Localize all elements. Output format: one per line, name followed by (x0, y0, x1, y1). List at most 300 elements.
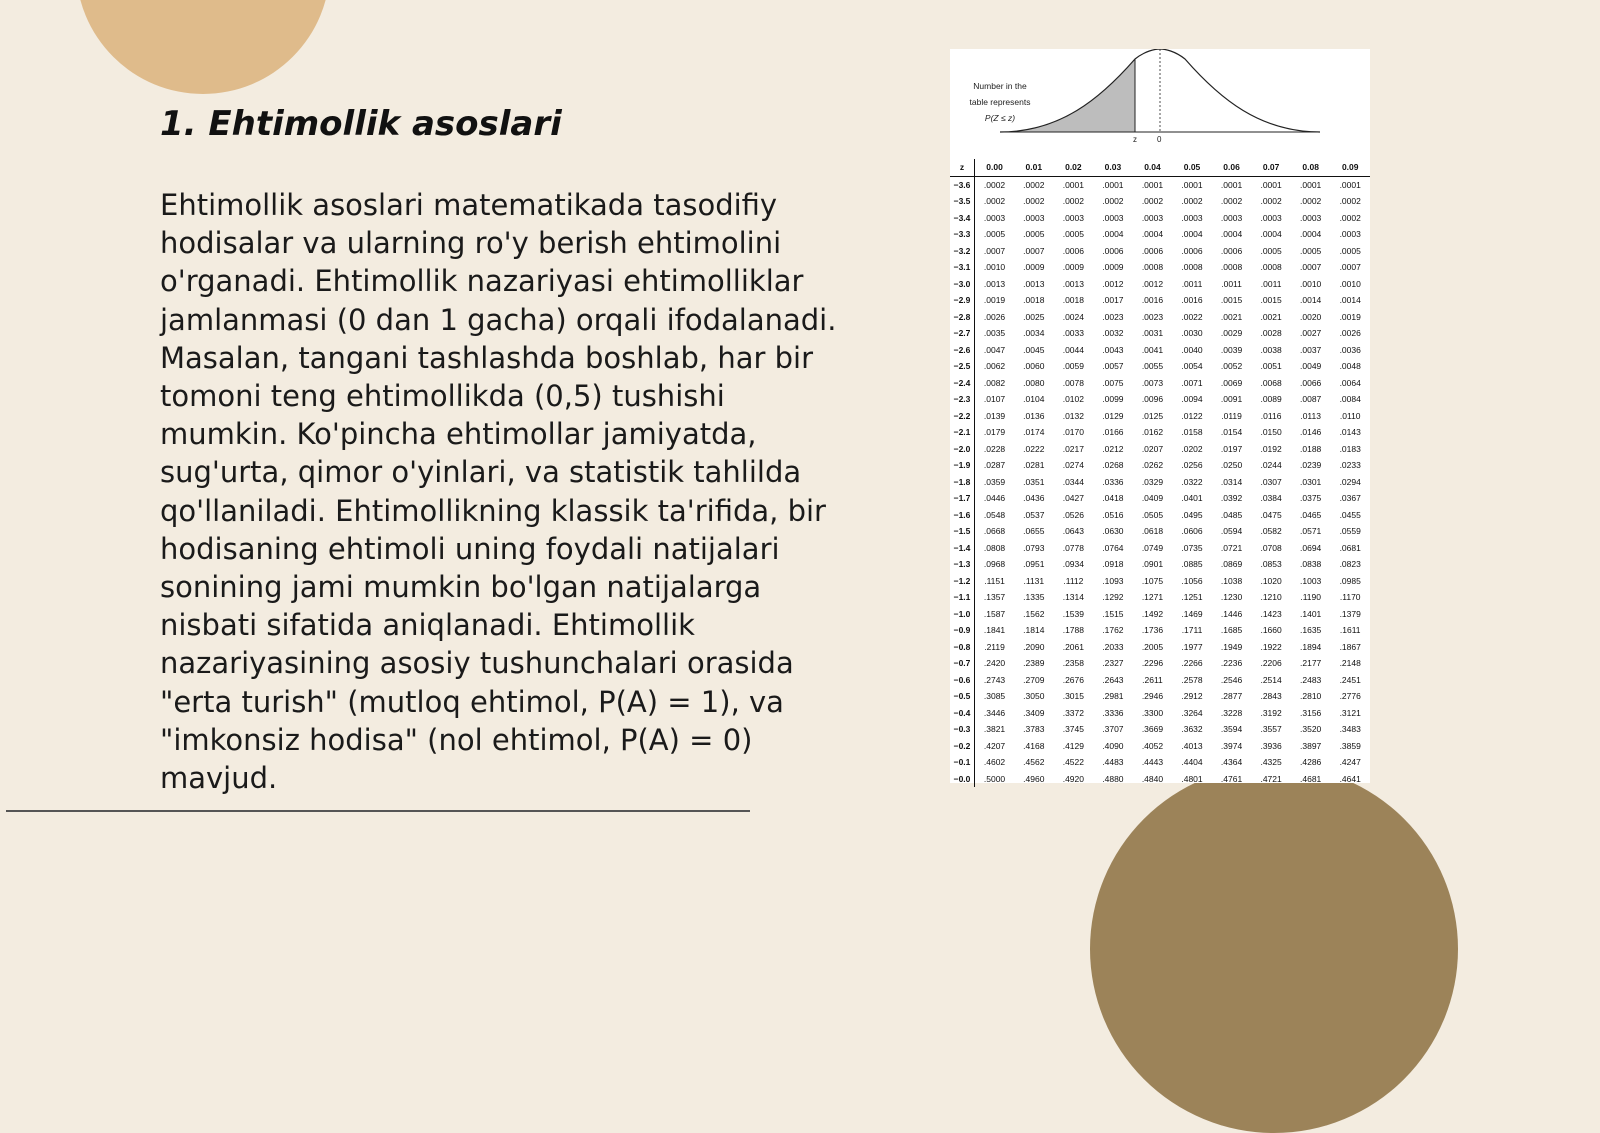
probability-cell: .0154 (1220, 427, 1243, 438)
probability-cell: .3483 (1339, 724, 1361, 735)
table-row (950, 639, 1370, 656)
probability-cell: .2981 (1102, 691, 1124, 702)
table-row (950, 688, 1370, 705)
probability-cell: .0005 (1023, 229, 1045, 240)
axis-z-label: z (1133, 135, 1137, 144)
probability-cell: .0032 (1102, 328, 1124, 339)
z-value-cell: −3.2 (950, 243, 975, 260)
probability-cell: .0043 (1102, 344, 1124, 355)
table-header-cell: 0.09 (1330, 159, 1370, 176)
probability-cell: .0150 (1260, 427, 1282, 438)
table-row (950, 342, 1370, 359)
table-header-cell: 0.01 (1014, 159, 1054, 176)
probability-cell: .4522 (1062, 757, 1084, 768)
probability-cell: .0274 (1062, 460, 1084, 471)
table-row (950, 523, 1370, 540)
probability-cell: .0132 (1062, 410, 1084, 421)
z-value-cell: −2.0 (950, 441, 975, 458)
table-header-cell: 0.00 (975, 159, 1015, 176)
probability-cell: .0004 (1102, 229, 1124, 240)
probability-cell: .0013 (983, 278, 1006, 289)
probability-cell: .3446 (983, 707, 1006, 718)
probability-cell: .2514 (1260, 674, 1282, 685)
probability-cell: .0465 (1300, 509, 1322, 520)
probability-cell: .0351 (1023, 476, 1045, 487)
probability-cell: .1788 (1062, 625, 1084, 636)
z-value-cell: −1.9 (950, 457, 975, 474)
probability-cell: .0934 (1062, 559, 1084, 570)
table-header-cell: 0.03 (1093, 159, 1133, 176)
probability-cell: .1562 (1023, 608, 1045, 619)
table-row (950, 441, 1370, 458)
probability-cell: .0038 (1260, 344, 1282, 355)
probability-cell: .0004 (1300, 229, 1322, 240)
z-value-cell: −1.7 (950, 490, 975, 507)
probability-cell: .0075 (1102, 377, 1124, 388)
probability-cell: .0655 (1023, 526, 1045, 537)
probability-cell: .0002 (1339, 212, 1361, 223)
probability-cell: .4681 (1300, 773, 1322, 784)
table-row (950, 540, 1370, 557)
probability-cell: .0721 (1220, 542, 1243, 553)
probability-cell: .3228 (1220, 707, 1243, 718)
probability-cell: .0094 (1181, 394, 1203, 405)
probability-cell: .0052 (1220, 361, 1243, 372)
probability-cell: .0336 (1102, 476, 1124, 487)
probability-cell: .0013 (1062, 278, 1084, 289)
probability-cell: .1210 (1260, 592, 1282, 603)
probability-cell: .0537 (1023, 509, 1045, 520)
probability-cell: .0008 (1220, 262, 1243, 273)
probability-cell: .0001 (1102, 179, 1124, 190)
probability-cell: .2033 (1102, 641, 1124, 652)
probability-cell: .0008 (1141, 262, 1164, 273)
slide-body-text: Ehtimollik asoslari matematikada tasodifiy hodisalar va ularning ro'y berish ehtimolini o'rganadi. Ehtimollik nazariyasi ehtimolliklar jamlanmasi (0 dan 1 gacha) orqali ifodalanadi. Masalan, tangani tashlashda boshlab, har bir tomoni teng ehtimollikda (0,5) tushishi mumkin. Ko'pincha ehtimollar jamiyatda, sug'urta, qimor o'yinlari, va statistik tahlilda qo'llaniladi. Ehtimollikning klassik ta'rifida, bir hodisaning ehtimoli uning foydali natijalari sonining jami mumkin bo'lgan natijalarga nisbati sifatida aniqlanadi. Ehtimollik nazariyasining asosiy tushunchalari orasida "erta turish" (mutloq ehtimol, P(A) = 1), va "imkonsiz hodisa" (nol ehtimol, P(A) = 0) mavjud. (160, 188, 837, 796)
probability-cell: .3632 (1181, 724, 1203, 735)
probability-cell: .0162 (1141, 427, 1164, 438)
probability-cell: .0057 (1102, 361, 1124, 372)
z-value-cell: −2.3 (950, 391, 975, 408)
probability-cell: .2177 (1300, 658, 1322, 669)
probability-cell: .0409 (1141, 493, 1164, 504)
probability-cell: .4286 (1300, 757, 1322, 768)
probability-cell: .2266 (1181, 658, 1203, 669)
probability-cell: .0068 (1260, 377, 1282, 388)
z-value-cell: −1.0 (950, 606, 975, 623)
probability-cell: .0262 (1141, 460, 1164, 471)
probability-cell: .0002 (1023, 179, 1045, 190)
probability-cell: .0021 (1260, 311, 1282, 322)
probability-cell: .0011 (1260, 278, 1282, 289)
probability-cell: .2643 (1102, 674, 1124, 685)
probability-cell: .0015 (1220, 295, 1243, 306)
table-header-cell: 0.02 (1054, 159, 1094, 176)
probability-cell: .4721 (1260, 773, 1282, 784)
probability-cell: .1922 (1260, 641, 1282, 652)
probability-cell: .0125 (1141, 410, 1164, 421)
probability-cell: .0003 (1339, 229, 1361, 240)
table-header-cell: z (950, 159, 975, 176)
probability-cell: .4090 (1102, 740, 1124, 751)
probability-cell: .3821 (983, 724, 1006, 735)
probability-cell: .1038 (1220, 575, 1243, 586)
probability-cell: .0011 (1181, 278, 1203, 289)
probability-cell: .0054 (1181, 361, 1203, 372)
table-row (950, 226, 1370, 243)
probability-cell: .0268 (1102, 460, 1124, 471)
z-value-cell: −1.5 (950, 523, 975, 540)
probability-cell: .0069 (1220, 377, 1243, 388)
probability-cell: .0188 (1300, 443, 1322, 454)
probability-cell: .2743 (983, 674, 1006, 685)
probability-cell: .1190 (1300, 592, 1321, 603)
probability-cell: .1357 (983, 592, 1006, 603)
probability-cell: .0037 (1300, 344, 1322, 355)
probability-cell: .0233 (1339, 460, 1361, 471)
z-value-cell: −2.2 (950, 408, 975, 425)
table-row (950, 655, 1370, 672)
probability-cell: .4562 (1023, 757, 1045, 768)
probability-cell: .2578 (1181, 674, 1203, 685)
probability-cell: .1075 (1141, 575, 1164, 586)
probability-cell: .1611 (1339, 625, 1361, 636)
z-value-cell: −0.0 (950, 771, 975, 788)
probability-cell: .3192 (1260, 707, 1282, 718)
probability-cell: .1660 (1260, 625, 1282, 636)
probability-cell: .3015 (1062, 691, 1084, 702)
probability-cell: .0392 (1220, 493, 1243, 504)
probability-cell: .0951 (1023, 559, 1045, 570)
probability-cell: .0080 (1023, 377, 1045, 388)
z-value-cell: −0.6 (950, 672, 975, 689)
probability-cell: .3783 (1023, 724, 1045, 735)
probability-cell: .0003 (1300, 212, 1322, 223)
probability-cell: .0041 (1141, 344, 1164, 355)
probability-cell: .0222 (1023, 443, 1045, 454)
probability-cell: .0002 (1141, 196, 1164, 207)
probability-cell: .2676 (1062, 674, 1084, 685)
probability-cell: .3264 (1181, 707, 1203, 718)
probability-cell: .2776 (1339, 691, 1361, 702)
table-header-cell: 0.07 (1251, 159, 1291, 176)
probability-cell: .1314 (1062, 592, 1084, 603)
probability-cell: .0027 (1300, 328, 1322, 339)
probability-cell: .0207 (1141, 443, 1164, 454)
table-row (950, 193, 1370, 210)
probability-cell: .0012 (1141, 278, 1164, 289)
probability-cell: .0516 (1102, 509, 1124, 520)
probability-cell: .0968 (983, 559, 1006, 570)
probability-cell: .0630 (1102, 526, 1124, 537)
probability-cell: .1469 (1181, 608, 1203, 619)
probability-cell: .0668 (983, 526, 1006, 537)
probability-cell: .0002 (1220, 196, 1243, 207)
probability-cell: .0694 (1300, 542, 1322, 553)
table-header-cell: 0.08 (1291, 159, 1331, 176)
probability-cell: .0066 (1300, 377, 1322, 388)
probability-cell: .0004 (1260, 229, 1282, 240)
probability-cell: .3409 (1023, 707, 1045, 718)
probability-cell: .0455 (1339, 509, 1361, 520)
probability-cell: .0089 (1260, 394, 1282, 405)
probability-cell: .1841 (983, 625, 1006, 636)
probability-cell: .0143 (1339, 427, 1361, 438)
z-value-cell: −0.2 (950, 738, 975, 755)
probability-cell: .0301 (1300, 476, 1322, 487)
probability-cell: .4207 (983, 740, 1006, 751)
table-row (950, 738, 1370, 755)
decorative-circle-bottom (1090, 765, 1458, 1133)
table-row (950, 589, 1370, 606)
table-row (950, 507, 1370, 524)
probability-cell: .4052 (1141, 740, 1164, 751)
probability-cell: .0606 (1181, 526, 1203, 537)
table-row (950, 457, 1370, 474)
probability-cell: .0004 (1220, 229, 1243, 240)
probability-cell: .0838 (1300, 559, 1322, 570)
probability-cell: .0294 (1339, 476, 1361, 487)
probability-cell: .0158 (1181, 427, 1203, 438)
probability-cell: .0048 (1339, 361, 1361, 372)
probability-cell: .0110 (1339, 410, 1361, 421)
probability-cell: .1977 (1181, 641, 1203, 652)
probability-cell: .0007 (1023, 245, 1045, 256)
probability-cell: .0526 (1062, 509, 1084, 520)
probability-cell: .0091 (1220, 394, 1243, 405)
probability-cell: .4880 (1102, 773, 1124, 784)
probability-cell: .1867 (1339, 641, 1361, 652)
probability-cell: .0735 (1181, 542, 1203, 553)
probability-cell: .0096 (1141, 394, 1164, 405)
probability-cell: .0239 (1300, 460, 1322, 471)
probability-cell: .2843 (1260, 691, 1282, 702)
probability-cell: .0003 (1102, 212, 1124, 223)
probability-cell: .2358 (1062, 658, 1084, 669)
probability-cell: .0005 (1260, 245, 1282, 256)
table-row (950, 358, 1370, 375)
probability-cell: .4443 (1141, 757, 1164, 768)
divider-line (6, 810, 750, 812)
table-row (950, 259, 1370, 276)
probability-cell: .0005 (1300, 245, 1322, 256)
z-value-cell: −2.9 (950, 292, 975, 309)
table-row (950, 754, 1370, 771)
probability-cell: .1056 (1181, 575, 1203, 586)
probability-cell: .0002 (983, 179, 1006, 190)
probability-cell: .0022 (1181, 311, 1203, 322)
probability-cell: .0031 (1141, 328, 1164, 339)
table-header-cell: 0.04 (1133, 159, 1173, 176)
probability-cell: .0002 (1339, 196, 1361, 207)
probability-cell: .0113 (1300, 410, 1321, 421)
table-row (950, 606, 1370, 623)
probability-cell: .0026 (983, 311, 1006, 322)
probability-cell: .3974 (1220, 740, 1243, 751)
probability-cell: .0505 (1141, 509, 1164, 520)
probability-cell: .1020 (1260, 575, 1282, 586)
probability-cell: .0002 (983, 196, 1006, 207)
probability-cell: .0139 (983, 410, 1006, 421)
probability-cell: .0045 (1023, 344, 1045, 355)
probability-cell: .0044 (1062, 344, 1084, 355)
table-row (950, 391, 1370, 408)
probability-cell: .0034 (1023, 328, 1045, 339)
probability-cell: .2119 (984, 641, 1005, 652)
probability-cell: .0018 (1062, 295, 1084, 306)
probability-cell: .0618 (1141, 526, 1164, 537)
probability-cell: .1170 (1339, 592, 1361, 603)
probability-cell: .3520 (1300, 724, 1322, 735)
probability-cell: .2061 (1062, 641, 1084, 652)
z-value-cell: −1.4 (950, 540, 975, 557)
probability-cell: .0015 (1260, 295, 1282, 306)
z-value-cell: −3.4 (950, 210, 975, 227)
probability-cell: .0001 (1181, 179, 1203, 190)
probability-cell: .4641 (1339, 773, 1361, 784)
probability-cell: .0281 (1023, 460, 1045, 471)
probability-cell: .0003 (1220, 212, 1243, 223)
probability-cell: .2546 (1220, 674, 1243, 685)
probability-cell: .3745 (1062, 724, 1084, 735)
probability-cell: .0582 (1260, 526, 1282, 537)
probability-cell: .0039 (1220, 344, 1243, 355)
probability-cell: .0010 (1300, 278, 1322, 289)
probability-cell: .0778 (1062, 542, 1084, 553)
probability-cell: .0087 (1300, 394, 1322, 405)
probability-cell: .0102 (1062, 394, 1084, 405)
probability-cell: .0418 (1102, 493, 1124, 504)
probability-cell: .0028 (1260, 328, 1282, 339)
table-row (950, 622, 1370, 639)
probability-cell: .0002 (1300, 196, 1322, 207)
probability-cell: .4129 (1062, 740, 1084, 751)
probability-cell: .0359 (983, 476, 1006, 487)
probability-cell: .0023 (1102, 311, 1124, 322)
z-value-cell: −3.0 (950, 276, 975, 293)
z-table-image (950, 49, 1370, 783)
probability-cell: .1112 (1063, 575, 1084, 586)
probability-cell: .4761 (1220, 773, 1243, 784)
table-row (950, 375, 1370, 392)
probability-cell: .1093 (1102, 575, 1124, 586)
table-row (950, 556, 1370, 573)
probability-cell: .1635 (1300, 625, 1322, 636)
probability-cell: .3707 (1102, 724, 1124, 735)
probability-cell: .0051 (1260, 361, 1282, 372)
probability-cell: .0001 (1141, 179, 1164, 190)
probability-cell: .1711 (1181, 625, 1203, 636)
probability-cell: .4404 (1181, 757, 1203, 768)
probability-cell: .3085 (983, 691, 1006, 702)
probability-cell: .0485 (1220, 509, 1243, 520)
probability-cell: .0643 (1062, 526, 1084, 537)
probability-cell: .0197 (1220, 443, 1243, 454)
z-value-cell: −1.1 (950, 589, 975, 606)
probability-cell: .2420 (983, 658, 1006, 669)
probability-cell: .0322 (1181, 476, 1203, 487)
probability-cell: .0060 (1023, 361, 1045, 372)
probability-cell: .0122 (1181, 410, 1203, 421)
z-value-cell: −2.1 (950, 424, 975, 441)
probability-cell: .2877 (1220, 691, 1243, 702)
probability-cell: .0764 (1102, 542, 1124, 553)
z-value-cell: −3.6 (950, 176, 975, 193)
z-value-cell: −0.9 (950, 622, 975, 639)
probability-cell: .0228 (983, 443, 1006, 454)
probability-cell: .0004 (1141, 229, 1164, 240)
z-value-cell: −2.4 (950, 375, 975, 392)
probability-cell: .0062 (983, 361, 1006, 372)
probability-cell: .2483 (1300, 674, 1322, 685)
probability-cell: .0287 (983, 460, 1006, 471)
probability-cell: .0808 (983, 542, 1006, 553)
probability-cell: .0001 (1300, 179, 1322, 190)
probability-cell: .0244 (1260, 460, 1282, 471)
probability-cell: .0006 (1102, 245, 1124, 256)
probability-cell: .0002 (1102, 196, 1124, 207)
probability-cell: .4920 (1062, 773, 1084, 784)
probability-cell: .0084 (1339, 394, 1361, 405)
probability-cell: .0375 (1300, 493, 1322, 504)
probability-cell: .0073 (1141, 377, 1164, 388)
probability-cell: .3336 (1102, 707, 1124, 718)
probability-cell: .0179 (983, 427, 1006, 438)
table-row (950, 721, 1370, 738)
legend-line: Number in the (973, 81, 1027, 91)
probability-cell: .0918 (1102, 559, 1124, 570)
probability-cell: .0006 (1062, 245, 1084, 256)
probability-cell: .1379 (1339, 608, 1361, 619)
probability-cell: .0002 (1181, 196, 1203, 207)
probability-cell: .0078 (1062, 377, 1084, 388)
probability-cell: .1003 (1300, 575, 1322, 586)
probability-cell: .1151 (984, 575, 1005, 586)
probability-cell: .0008 (1260, 262, 1282, 273)
probability-cell: .1539 (1062, 608, 1084, 619)
probability-cell: .1335 (1023, 592, 1045, 603)
probability-cell: .5000 (983, 773, 1006, 784)
probability-cell: .1515 (1102, 608, 1124, 619)
table-row (950, 309, 1370, 326)
z-value-cell: −0.1 (950, 754, 975, 771)
probability-cell: .0005 (983, 229, 1006, 240)
probability-cell: .0344 (1062, 476, 1084, 487)
legend-line: P(Z ≤ z) (984, 113, 1016, 123)
probability-cell: .0985 (1339, 575, 1361, 586)
probability-cell: .2709 (1023, 674, 1045, 685)
probability-cell: .0024 (1062, 311, 1084, 322)
table-header-row (950, 159, 1370, 176)
probability-cell: .0006 (1141, 245, 1164, 256)
probability-cell: .0035 (983, 328, 1006, 339)
probability-cell: .0212 (1102, 443, 1124, 454)
probability-cell: .0869 (1220, 559, 1243, 570)
probability-cell: .0793 (1023, 542, 1045, 553)
probability-cell: .1423 (1260, 608, 1282, 619)
probability-cell: .4247 (1339, 757, 1361, 768)
probability-cell: .0017 (1102, 295, 1124, 306)
table-row (950, 490, 1370, 507)
probability-cell: .0014 (1300, 295, 1322, 306)
probability-cell: .0010 (1339, 278, 1361, 289)
probability-cell: .1230 (1220, 592, 1243, 603)
table-row (950, 424, 1370, 441)
probability-cell: .0384 (1260, 493, 1282, 504)
table-row (950, 705, 1370, 722)
probability-cell: .0129 (1102, 410, 1124, 421)
probability-cell: .0005 (1062, 229, 1084, 240)
z-value-cell: −0.8 (950, 639, 975, 656)
